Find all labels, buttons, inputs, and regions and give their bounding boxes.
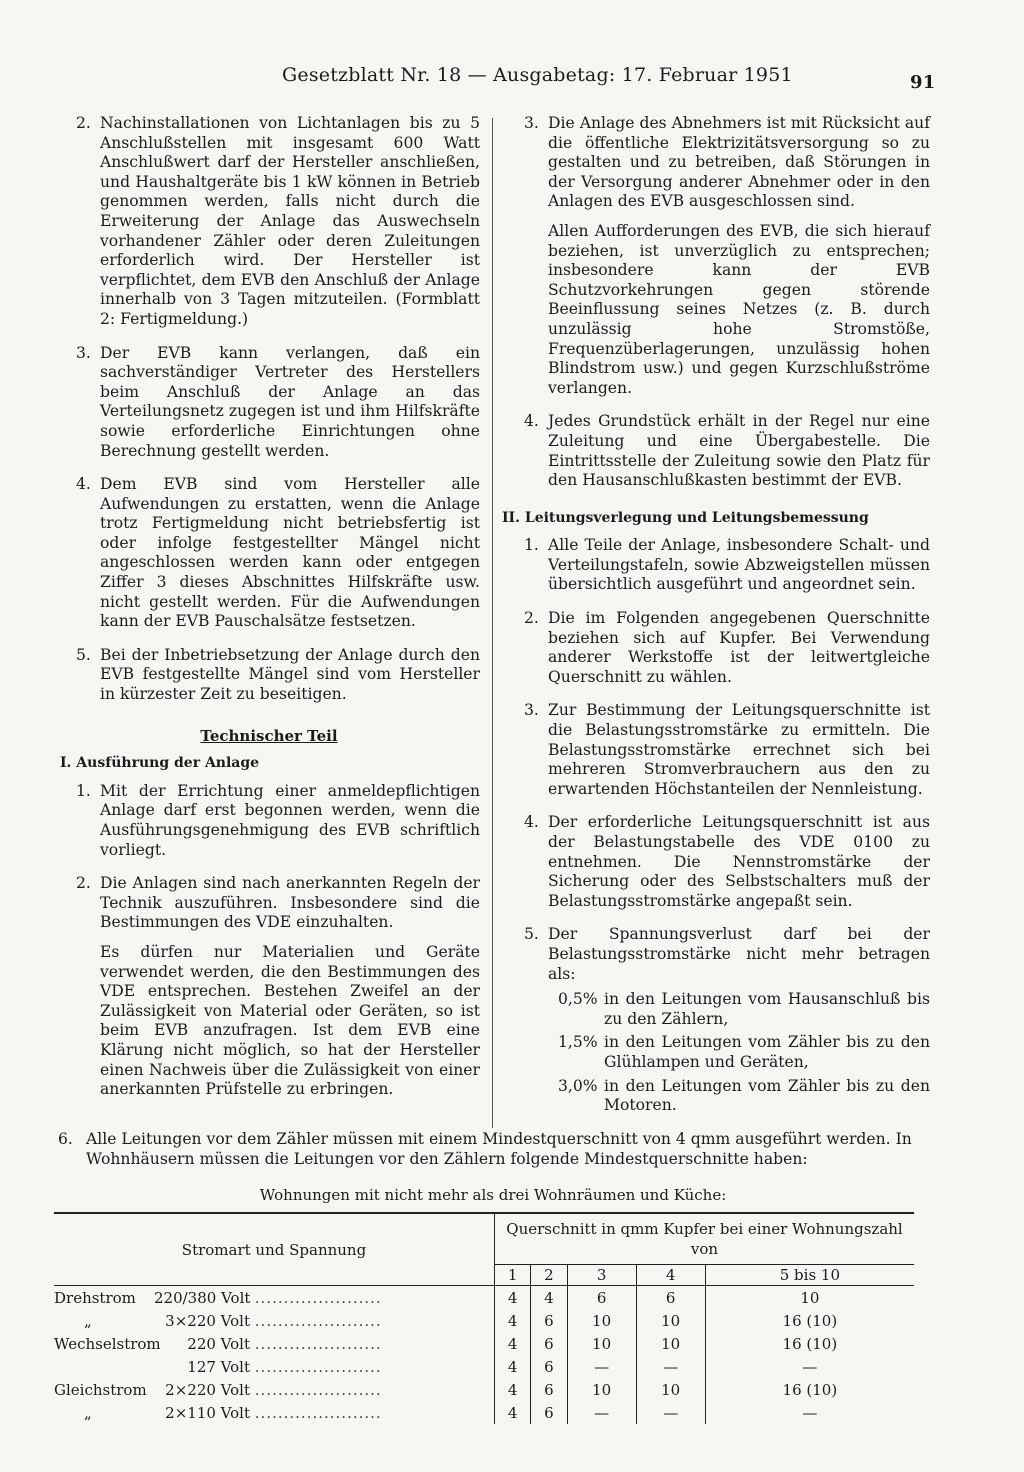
table-row: „ 2×110 Volt ...................... 4 6 — — —	[54, 1401, 914, 1424]
list-item: 1. Mit der Errichtung einer anmeldepflichtigen Anlage darf erst begonnen werden, wenn die Ausführungsgenehmigung des EVB schriftlich vorliegt.	[76, 781, 480, 859]
column-group-header: Querschnitt in qmm Kupfer bei einer Wohnungszahl von	[495, 1213, 915, 1265]
list-item: 1. Alle Teile der Anlage, insbesondere Schalt- und Verteilungstafeln, sowie Abzweigstellen müssen übersichtlich ausgeführt und angeordnet sein.	[524, 536, 930, 594]
left-column	[58, 114, 480, 1114]
column-header: 3	[567, 1265, 636, 1286]
table-row: Gleichstrom 2×220 Volt ...................... 4 6 10 10 16 (10)	[54, 1378, 914, 1401]
column-header: 2	[531, 1265, 567, 1286]
list-item: 2. Die im Folgenden angegebenen Querschnitte beziehen sich auf Kupfer. Bei Verwendung anderer Werkstoffe ist der leitwertgleiche Querschnitt zu wählen.	[524, 609, 930, 686]
column-divider	[492, 118, 493, 1128]
column-header: 1	[495, 1265, 531, 1286]
list-item: 3. Die Anlage des Abnehmers ist mit Rücksicht auf die öffentliche Elektrizitätsversorgung so zu gestalten und zu betreiben, daß Störungen in der Versorgung anderer Abnehmer oder in den Anlagen des EVB ausgeschlossen sind. Allen Aufforderungen des EVB, die sich hierauf beziehen, ist unverzüglich zu entsprechen; insbesondere kann der EVB Schutzvorkehrungen gegen störende Beeinflussung seines Netzes (z. B. durch unzulässig hohe Stromstöße, Frequenzüberlagerungen, unzulässig hohen Blindstrom usw.) und gegen Kurzschlußströme verlangen.	[524, 114, 930, 397]
page-number: 91	[910, 72, 936, 93]
voltage-loss-list	[548, 990, 930, 1116]
section-title: Technischer Teil	[200, 726, 338, 745]
list-item: 6. Alle Leitungen vor dem Zähler müssen mit einem Mindestquerschnitt von 4 qmm ausgeführt werden. In Wohnhäusern müssen die Leitungen vor den Zählern folgende Mindestquerschnitte haben:	[58, 1130, 912, 1168]
column-header: Stromart und Spannung	[54, 1213, 495, 1286]
column-header: 4	[636, 1265, 705, 1286]
list-item: 2. Nachinstallationen von Lichtanlagen bis zu 5 Anschlußstellen mit insgesamt 600 Watt Anschlußwert darf der Hersteller anschließen, und Haushaltgeräte bis 1 kW können in Betrieb genommen werden, falls nicht durch die Erweiterung der Anlage das Auswechseln vorhandener Zähler oder deren Zuleitungen erforderlich wird. Der Hersteller ist verpflichtet, dem EVB den Anschluß der Anlage innerhalb von 3 Tagen mitzuteilen. (Formblatt 2: Fertigmeldung.)	[76, 114, 480, 328]
right-column	[502, 114, 930, 1130]
list-item: 4. Dem EVB sind vom Hersteller alle Aufwendungen zu erstatten, wenn die Anlage trotz Fertigmeldung nicht betriebsfertig ist oder infolge festgestellter Mängel nicht angeschlossen werden kann oder entgegen Ziffer 3 dieses Abschnittes Hilfskräfte usw. nicht gestellt werden. Für die Aufwendungen kann der EVB Pauschalsätze festsetzen.	[76, 475, 480, 631]
list-item: 3. Der EVB kann verlangen, daß ein sachverständiger Vertreter des Herstellers beim Anschluß der Anlage an das Verteilungsnetz zugegen ist und ihm Hilfskräfte sowie erforderliche Einrichtungen ohne Berechnung gestellt werden.	[76, 343, 480, 460]
list-item: 5. Bei der Inbetriebsetzung der Anlage durch den EVB festgestellte Mängel sind vom Hersteller in kürzester Zeit zu beseitigen.	[76, 645, 480, 704]
voltage-loss-item: 0,5% in den Leitungen vom Hausanschluß bis zu den Zählern,	[558, 990, 930, 1028]
table-row: „ 3×220 Volt ...................... 4 6 10 10 16 (10)	[54, 1309, 914, 1332]
page-header	[282, 64, 962, 94]
table-caption: Wohnungen mit nicht mehr als drei Wohnräumen und Küche:	[259, 1186, 727, 1204]
list-item: 2. Die Anlagen sind nach anerkannten Regeln der Technik auszuführen. Insbesondere sind die Bestimmungen des VDE einzuhalten. Es dürfen nur Materialien und Geräte verwendet werden, die den Bestimmungen des VDE entsprechen. Bestehen Zweifel an der Zulässigkeit von Material oder Geräten, so ist beim EVB anzufragen. Ist dem EVB eine Klärung nicht möglich, so hat der Hersteller einen Nachweis über die Zulässigkeit von einer anerkannten Prüfstelle zu erbringen.	[76, 874, 480, 1099]
table-row: Drehstrom 220/380 Volt ...................... 4 4 6 6 10	[54, 1286, 914, 1310]
header-title: Gesetzblatt Nr. 18 — Ausgabetag: 17. Februar 1951	[282, 64, 793, 86]
list-item: 4. Der erforderliche Leitungsquerschnitt ist aus der Belastungstabelle des VDE 0100 zu entnehmen. Die Nennstromstärke der Sicherung oder des Selbstschalters muß der Belastungsstromstärke angepaßt sein.	[524, 813, 930, 910]
list-item: 3. Zur Bestimmung der Leitungsquerschnitte ist die Belastungsstromstärke zu ermitteln. Die Belastungsstromstärke errechnet sich bei mehreren Stromverbrauchern aus den zu erwartenden Höchstanteilen der Nennleistung.	[524, 701, 930, 798]
cross-section-table	[54, 1212, 914, 1424]
list-item: 4. Jedes Grundstück erhält in der Regel nur eine Zuleitung und eine Übergabestelle. Die Eintrittsstelle der Zuleitung sowie den Platz für den Hausanschlußkasten bestimmt der EVB.	[524, 412, 930, 490]
column-header: 5 bis 10	[705, 1265, 914, 1286]
voltage-loss-item: 1,5% in den Leitungen vom Zähler bis zu den Glühlampen und Geräten,	[558, 1033, 930, 1071]
voltage-loss-item: 3,0% in den Leitungen vom Zähler bis zu den Motoren.	[558, 1076, 930, 1115]
list-item: 5. Der Spannungsverlust darf bei der Belastungsstromstärke nicht mehr betragen als: 0,5% in den Leitungen vom Hausanschluß bis zu den Zählern, 1,5% in den Leitungen vom Zähler bis zu den Glühlampen und Geräten, 3,0% in den Leitungen vom Zähler bis zu den Motoren.	[524, 925, 930, 1115]
table-row: 127 Volt ...................... 4 6 — — —	[54, 1355, 914, 1378]
table-row: Wechselstrom 220 Volt ...................... 4 6 10 10 16 (10)	[54, 1332, 914, 1355]
subsection-heading: II. Leitungsverlegung und Leitungsbemessung	[502, 509, 869, 526]
subsection-heading: I. Ausführung der Anlage	[60, 755, 260, 772]
